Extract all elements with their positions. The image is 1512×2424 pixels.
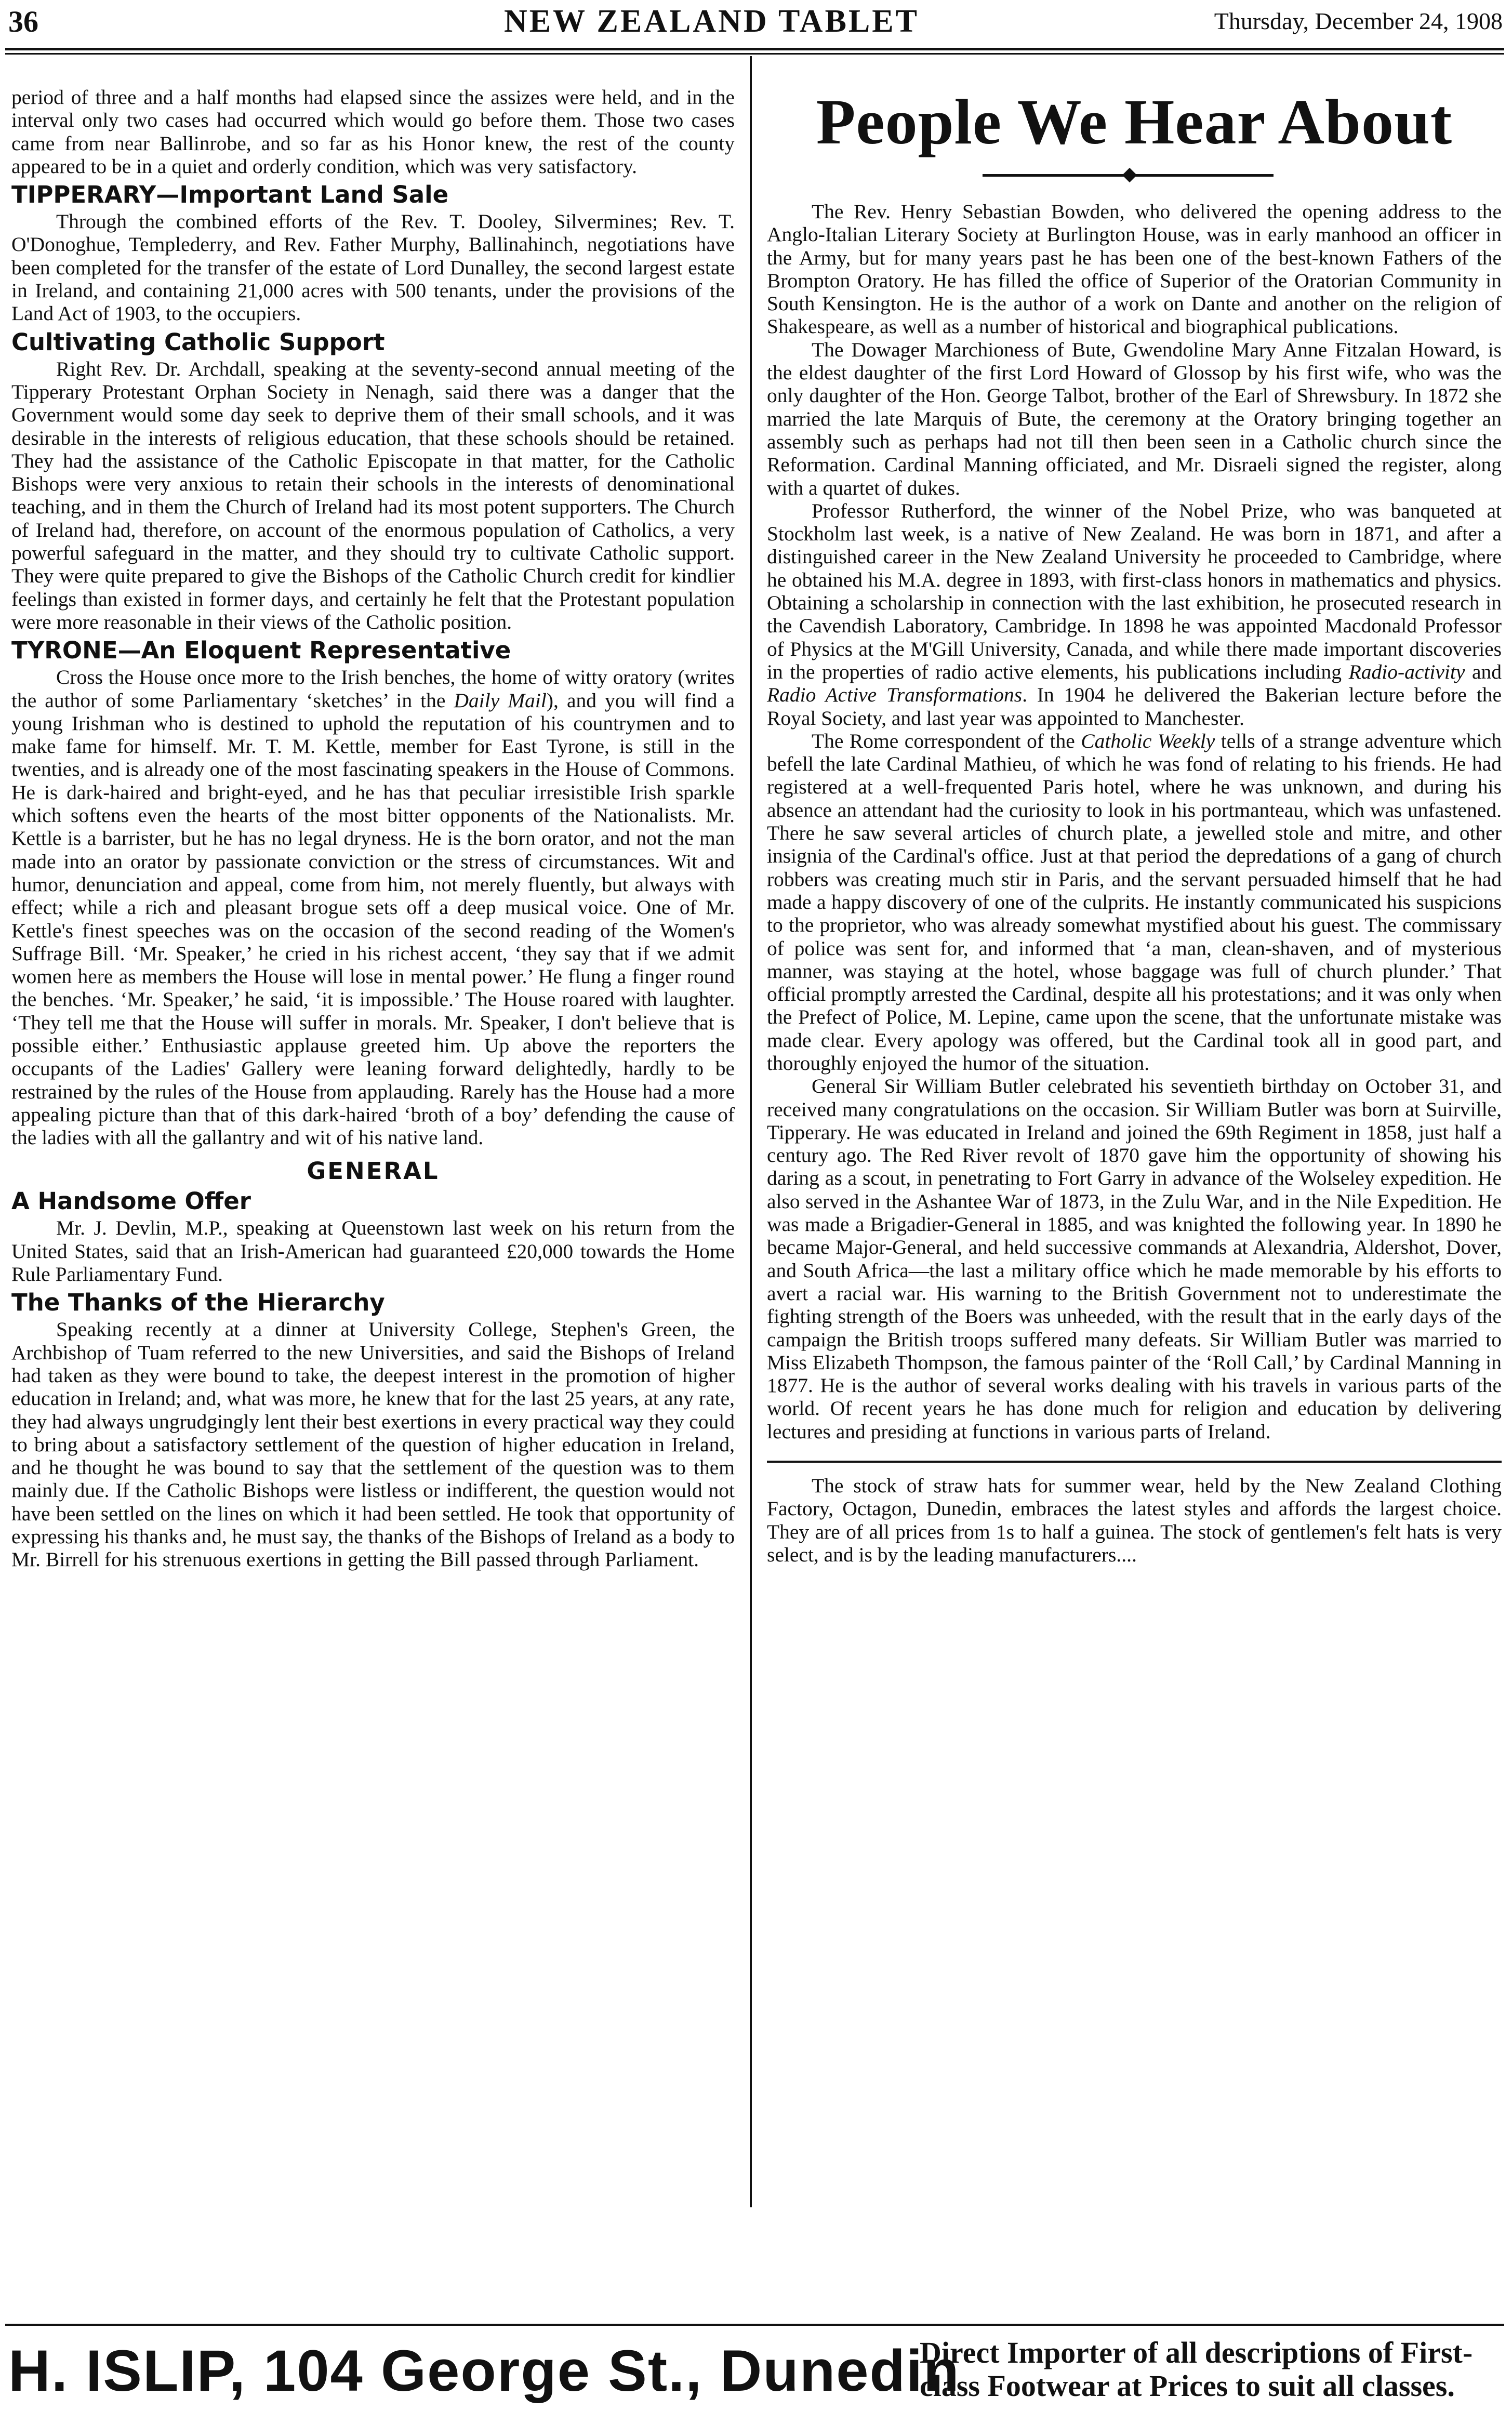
- cultivating-heading: Cultivating Catholic Support: [11, 328, 385, 356]
- footer-rule: [5, 2324, 1504, 2326]
- rutherford-text-c: . In 1904 he delivered the Bakerian lecture before the Royal Society, and last year was appointed to Manchester.: [767, 683, 1502, 730]
- tyrone-paragraph: [11, 666, 735, 1149]
- rutherford-text-b: and: [1465, 660, 1502, 683]
- offer-heading: A Handsome Offer: [11, 1187, 251, 1215]
- masthead: [5, 0, 1506, 48]
- right-column: [767, 86, 1502, 1566]
- diamond-icon: [1122, 168, 1137, 182]
- rutherford-text-a: Professor Rutherford, the winner of the Nobel Prize, who was banqueted at Stockholm last week, is a native of New Zealand. He was born in 1871, and after a distinguished career in the New Zealand University he proceeded to Cambridge, where he obtained his M.A. degree in 1893, with first-class honors in mathematics and physics. Obtaining a scholarship in connection with the last exhibition, he prosecuted research in the Cavendish Laboratory, Cambridge. In 1898 he was appointed Macdonald Professor of Physics at the M'Gill University, Canada, and while there made important discoveries in the properties of radio active elements, his publications including: [767, 499, 1502, 683]
- tipperary-paragraph: Through the combined efforts of the Rev. T. Dooley, Silvermines; Rev. T. O'Donoghue, Templederry, and Rev. Father Murphy, Ballinahinch, negotiations have been completed for the transfer of the estate of Lord Dunalley, the second largest estate in Ireland, and containing 21,000 acres with 500 tenants, under the provisions of the Land Act of 1903, to the occupiers.: [11, 210, 735, 325]
- radio-activity-title: Radio-activity: [1348, 660, 1465, 683]
- page-number: 36: [8, 5, 38, 38]
- rutherford-paragraph: [767, 499, 1502, 730]
- thanks-heading: The Thanks of the Hierarchy: [11, 1289, 385, 1317]
- tyrone-text-b: ), and you will find a young Irishman who is destined to uphold the reputation of his countrymen and to make fame for himself. Mr. T. M. Kettle, member for East Tyrone, is still in the twenties, and is already one of the most fascinating speakers in the House of Commons. He is dark-haired and bright-eyed, and he has that peculiar irresistible Irish sparkle which softens even the hearts of the most bitter opponents of the Nationalists. Mr. Kettle is a barrister, but he has no legal dryness. He is the born orator, and not the man made into an orator by passionate conviction or the stress of circumstances. Wit and humor, denunciation and appeal, come from him, not merely fluently, but always with effect; while a rich and pleasant brogue sets off a deep musical voice. One of Mr. Kettle's finest speeches was on the occasion of the second reading of the Women's Suffrage Bill. ‘Mr. Speaker,’ he cried in his richest accent, ‘they say that if we admit women here as members the House will lose in mental power.’ He flung a finger round the benches. ‘Mr. Speaker,’ he said, ‘it is impossible.’ The House roared with laughter. ‘They tell me that the House will suffer in morals. Mr. Speaker, I don't believe that is possible either.’ Enthusiastic applause greeted him. Up above the reporters the occupants of the Ladies' Gallery were leaning forward delightedly, hardly to be restrained by the rules of the House from applauding. Rarely has the House had a more appealing picture than that of this dark-haired ‘broth of a boy’ defending the cause of the ladies with all the gallantry and wit of his native land.: [11, 688, 735, 1149]
- straw-hats-paragraph: The stock of straw hats for summer wear, held by the New Zealand Clothing Factory, Octagon, Dunedin, embraces the latest styles and affords the largest choice. They are of all prices from 1s to half a guinea. The stock of gentlemen's felt hats is very select, and is by the leading manufacturers....: [767, 1474, 1502, 1566]
- mathieu-text-a: The Rome correspondent of the: [812, 729, 1081, 752]
- footer-advertisement: [5, 2332, 1504, 2420]
- tyrone-heading: TYRONE—An Eloquent Representative: [11, 637, 511, 665]
- tipperary-heading: TIPPERARY—Important Land Sale: [11, 181, 449, 209]
- intro-paragraph: period of three and a half months had elapsed since the assizes were held, and in the interval only two cases had occurred which would go before them. Those two cases came from near Ballinrobe, and so far as his Honor knew, the rest of the county appeared to be in a quiet and orderly condition, which was very satisfactory.: [11, 86, 735, 178]
- people-heading: People We Hear About: [816, 86, 1453, 157]
- general-heading: GENERAL: [307, 1157, 440, 1185]
- issue-date: Thursday, December 24, 1908: [1214, 8, 1503, 34]
- tyrone-text-a: Cross the House once more to the Irish benches, the home of witty oratory (writes the author of some Parliamentary ‘sketches’ in the: [11, 666, 735, 712]
- bowden-paragraph: The Rev. Henry Sebastian Bowden, who delivered the opening address to the Anglo-Italian Literary Society at Burlington House, was in early manhood an officer in the Army, but for many years past he has been one of the best-known Fathers of the Brompton Oratory. He has filled the office of Superior of the Oratorian Community in South Kensington. He is the author of a work on Dante and another on the religion of Shakespeare, as well as a number of historical and biographical publications.: [767, 200, 1502, 338]
- radio-transformations-title: Radio Active Transformations: [767, 683, 1023, 707]
- section-separator: [767, 1461, 1502, 1463]
- left-column: [11, 86, 735, 1571]
- cultivating-paragraph: Right Rev. Dr. Archdall, speaking at the seventy-second annual meeting of the Tipperary Protestant Orphan Society in Nenagh, said there was a danger that the Government would some day seek to deprive them of their small schools, and it was desirable in the interests of religious education, that these schools should be retained. They had the assistance of the Catholic Episcopate in that matter, for the Catholic Bishops were very anxious to retain their schools in the interests of denominational teaching, and in them the Church of Ireland had its most potent supporters. The Church of Ireland had, therefore, on account of the enormous population of Catholics, a very powerful safeguard in the matter, and they should try to cultivate Catholic support. They were quite prepared to give the Bishops of the Catholic Church credit for kindlier feelings than existed in former days, and certainly he felt that the Protestant population were more reasonable in their views of the Catholic position.: [11, 357, 735, 633]
- masthead-rule-1: [5, 48, 1504, 50]
- paper-title: NEW ZEALAND TABLET: [504, 4, 919, 39]
- heading-ornament: [767, 165, 1502, 186]
- advertiser-name: H. ISLIP, 104 George St., Dunedin: [8, 2338, 960, 2403]
- column-divider: [750, 56, 752, 2207]
- mathieu-paragraph: [767, 730, 1502, 1075]
- mathieu-text-b: tells of a strange adventure which befell the late Cardinal Mathieu, of which he was fond of relating to his friends. He had registered at a well-frequented Paris hotel, where he was unknown, and during his absence an attendant had the curiosity to look in his portmanteau, which was unfastened. There he saw several articles of church plate, a jewelled stole and mitre, and other insignia of the Cardinal's office. Just at that period the depredations of a gang of church robbers was creating much stir in Paris, and the servant persuaded himself that he had made a happy discovery of one of the culprits. He instantly communicated his suspicions to the proprietor, who was already somewhat mystified about his guest. The commissary of police was sent for, and informed that ‘a man, clean-shaven, and of mysterious manner, was staying at the hotel, whose baggage was full of church plunder.’ That official promptly arrested the Cardinal, despite all his protestations; and it was only when the Prefect of Police, M. Lepine, came upon the scene, that the unfortunate mistake was made clear. Every apology was offered, but the Cardinal took all in good part, and thoroughly enjoyed the humor of the situation.: [767, 729, 1502, 1075]
- masthead-rule-2: [5, 53, 1504, 55]
- catholic-weekly-title: Catholic Weekly: [1081, 729, 1215, 752]
- advertiser-tagline: Direct Importer of all descriptions of First-class Footwear at Prices to suit all classes.: [920, 2336, 1473, 2403]
- offer-paragraph: Mr. J. Devlin, M.P., speaking at Queenstown last week on his return from the United States, said that an Irish-American had guaranteed £20,000 towards the Home Rule Parliamentary Fund.: [11, 1216, 735, 1286]
- daily-mail-title: Daily Mail: [454, 688, 547, 712]
- bute-paragraph: The Dowager Marchioness of Bute, Gwendoline Mary Anne Fitzalan Howard, is the eldest daughter of the first Lord Howard of Glossop by his first wife, who was the only daughter of the Hon. George Talbot, brother of the Earl of Shrewsbury. In 1872 she married the late Marquis of Bute, the ceremony at the Oratory bringing together an assembly such as perhaps had not till then been seen in a Catholic church since the Reformation. Cardinal Manning officiated, and Mr. Disraeli signed the register, along with a quartet of dukes.: [767, 338, 1502, 499]
- thanks-paragraph: Speaking recently at a dinner at University College, Stephen's Green, the Archbishop of Tuam referred to the new Universities, and said the Bishops of Ireland had taken as they were bound to take, the deepest interest in the promotion of higher education in Ireland; and, what was more, he knew that for the last 25 years, at any rate, they had always ungrudgingly lent their best exertions in every practical way they could to bring about a satisfactory settlement of the question of higher education in Ireland, and he thought he was bound to say that the settlement of the question was to them mainly due. If the Catholic Bishops were listless or indifferent, the question would not have been settled on the lines on which it had been settled. He took that opportunity of expressing his thanks and, he must say, the thanks of the Bishops of Ireland as a body to Mr. Birrell for his strenuous exertions in getting the Bill passed through Parliament.: [11, 1318, 735, 1571]
- butler-paragraph: General Sir William Butler celebrated his seventieth birthday on October 31, and received many congratulations on the occasion. Sir William Butler was born at Suirville, Tipperary. He was educated in Ireland and joined the 69th Regiment in 1858, just half a century ago. The Red River revolt of 1870 gave him the opportunity of showing his daring as a scout, in penetrating to Fort Garry in advance of the Wolseley expedition. He also served in the Ashantee War of 1873, in the Zulu War, and in the Nile Expedition. He was made a Brigadier-General in 1885, and was knighted the following year. In 1890 he became Major-General, and held successive commands at Alexandria, Aldershot, Dover, and South Africa—the last a military office which he made memorable by his efforts to avert a racial war. His warning to the British Government not to underestimate the fighting strength of the Boers was unheeded, with the result that in the early days of the campaign the British troops suffered many defeats. Sir William Butler was married to Miss Elizabeth Thompson, the famous painter of the ‘Roll Call,’ by Cardinal Manning in 1877. He is the author of several works dealing with his travels in various parts of the world. Of recent years he has done much for religion and education by delivering lectures and presiding at functions in various parts of Ireland.: [767, 1075, 1502, 1443]
